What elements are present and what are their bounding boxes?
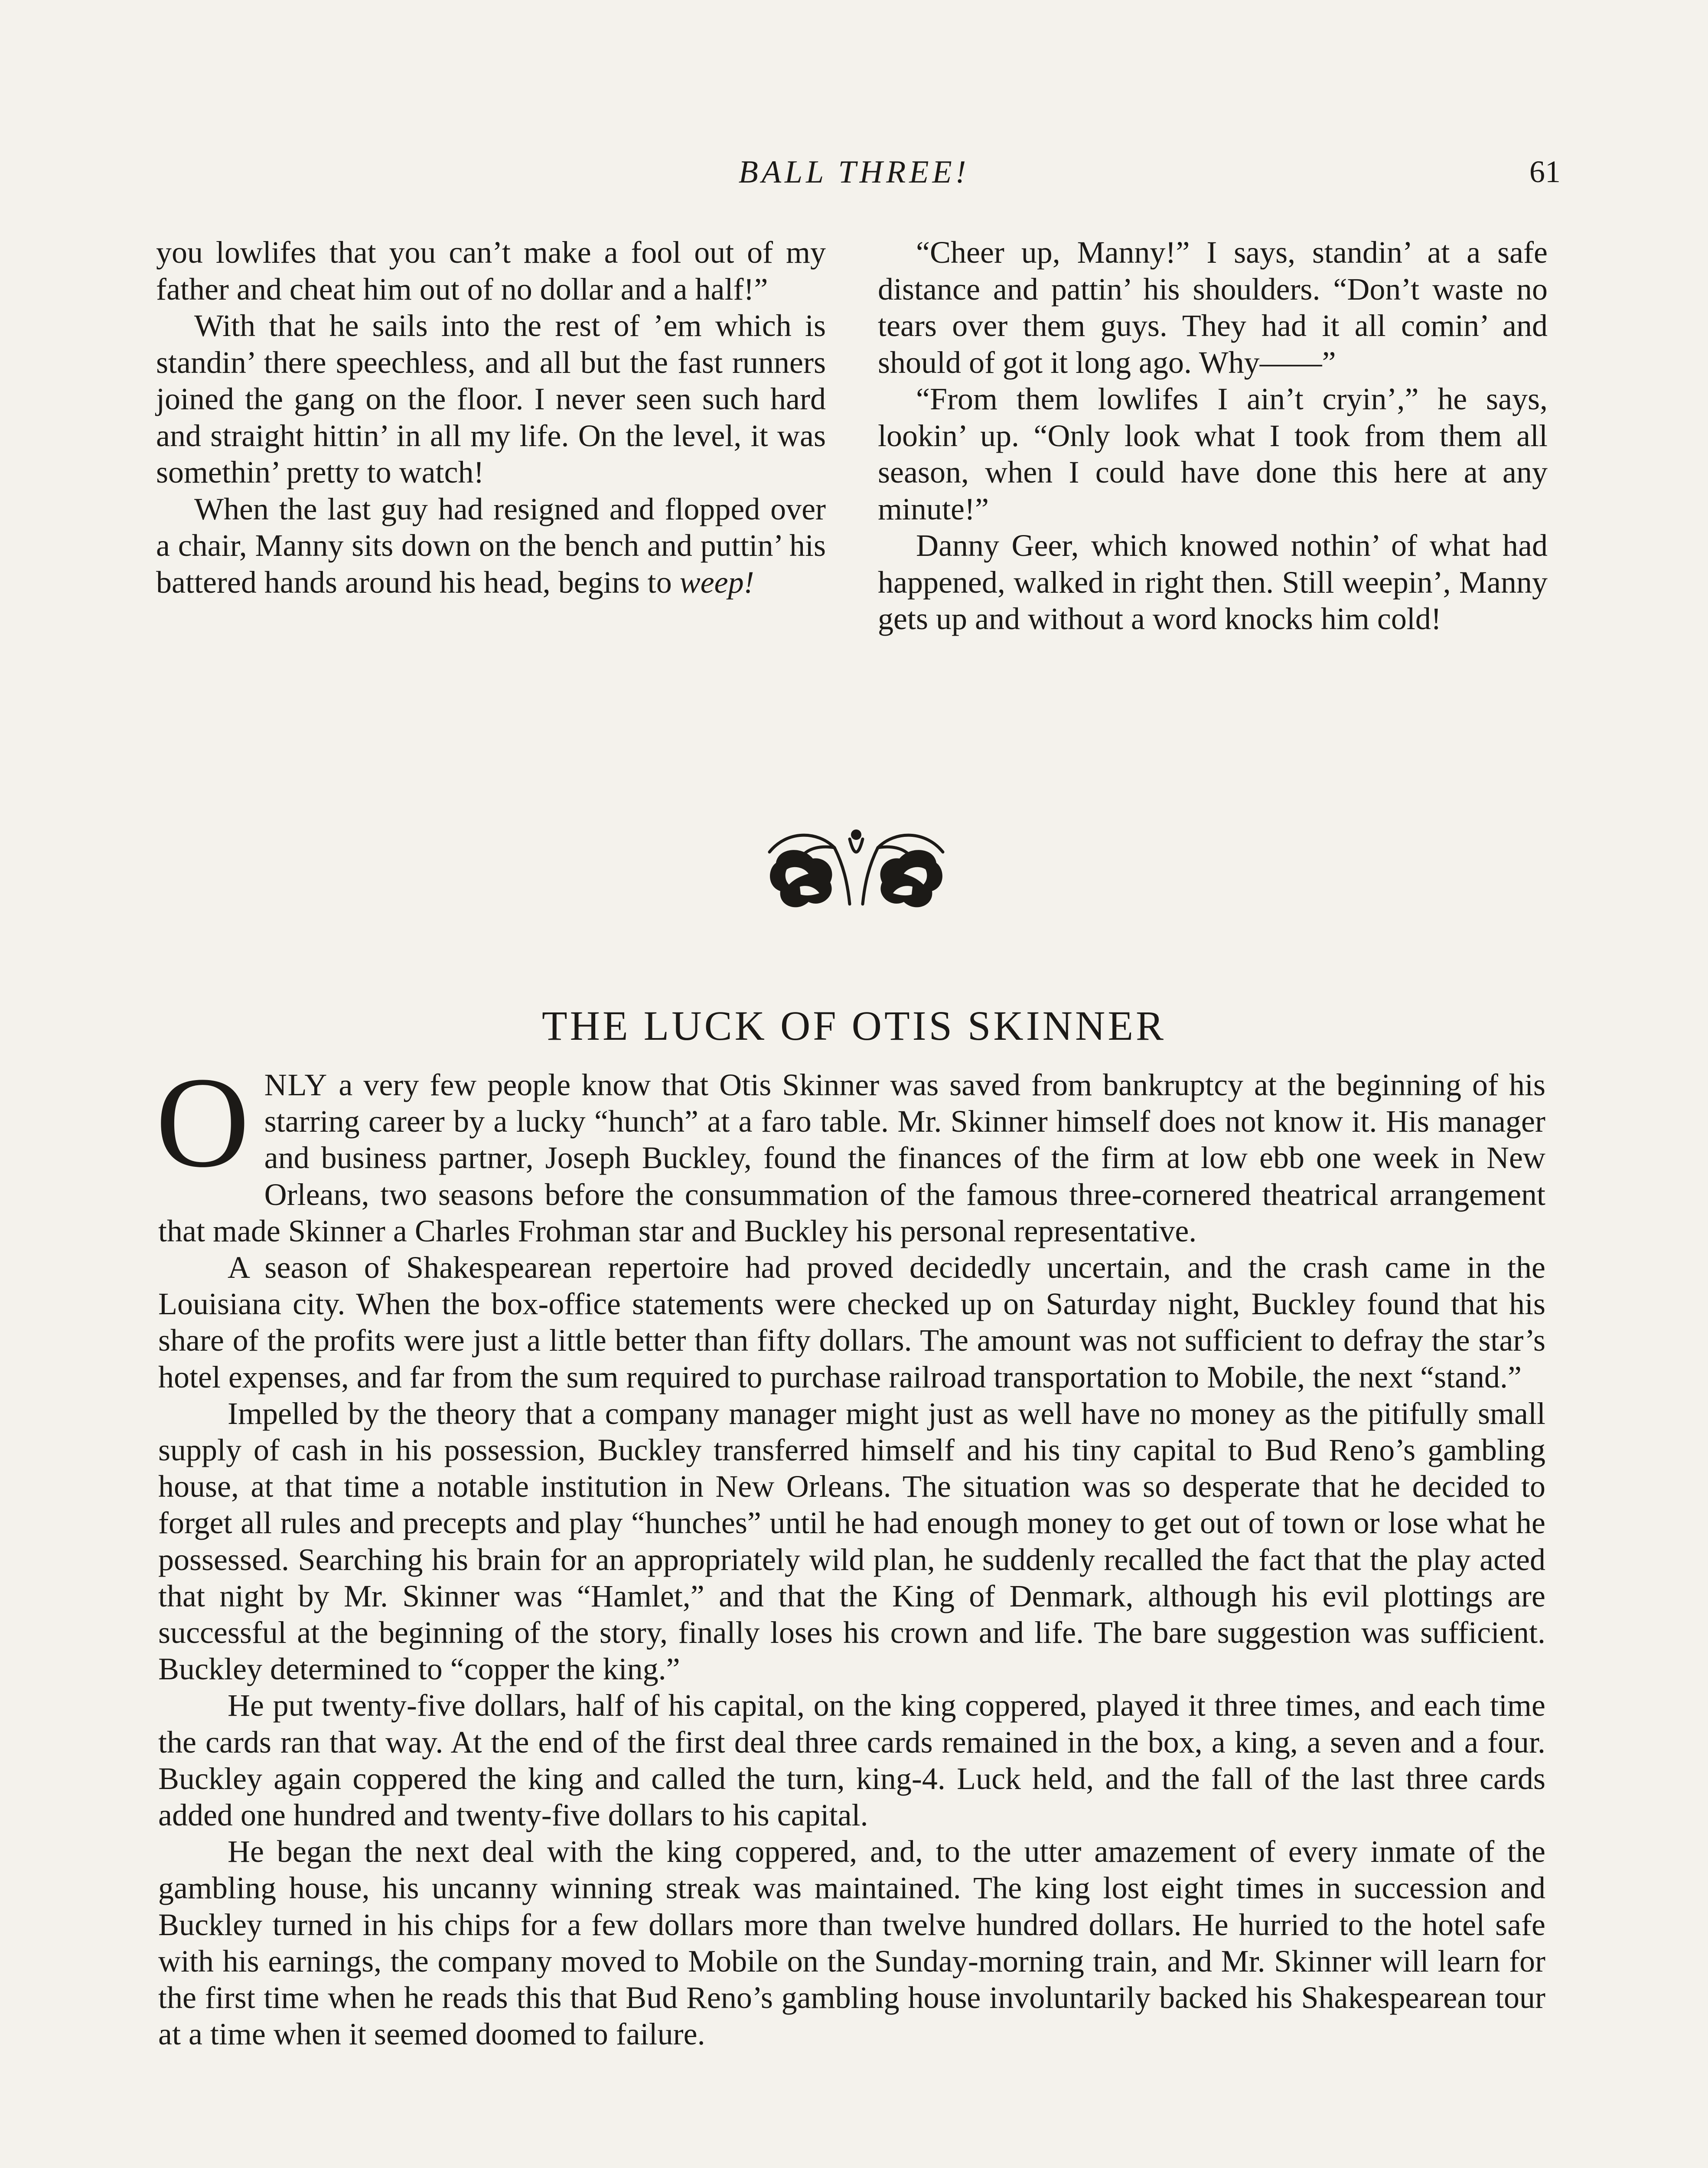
first-word: NLY	[264, 1068, 328, 1102]
story-body	[156, 1050, 1545, 2052]
right-paragraph-2: “From them lowlifes I ain’t cryin’,” he says, lookin’ up. “Only look what I took from them all season, when I could have done this here at any minute!”	[878, 382, 1548, 526]
running-header	[0, 154, 1708, 206]
drop-cap: O	[156, 1050, 250, 1194]
left-paragraph-2: With that he sails into the rest of ’em which is standin’ there speechless, and all but the fast runners joined the gang on the floor. I never seen such hard and straight hittin’ in all my life. On the level, it was somethin’ pretty to watch!	[156, 308, 826, 490]
right-paragraph-1: “Cheer up, Manny!” I says, standin’ at a safe distance and pattin’ his shoulders. “Don’t waste no tears over them guys. They had it all comin’ and should of got it long ago. Why——”	[878, 235, 1548, 380]
left-paragraph-3-text: When the last guy had resigned and flopped over a chair, Manny sits down on the bench and puttin’ his battered hands around his head, begins to	[156, 491, 826, 600]
emphasis-weep: weep!	[679, 565, 754, 600]
left-paragraph-1: you lowlifes that you can’t make a fool out of my father and cheat him out of no dollar and a half!”	[156, 235, 826, 307]
story-paragraph-1	[156, 1050, 1545, 1249]
story-paragraph-3: Impelled by the theory that a company manager might just as well have no money as the pitifully small supply of cash in his possession, Buckley transferred himself and his tiny capital to Bud Reno’s gambling house, at that time a notable institution in New Orleans. The situation was so desperate that he decided to forget all rules and precepts and play “hunches” until he had enough money to get out of town or lose what he possessed. Searching his brain for an appropriately wild plan, he suddenly recalled the fact that the play acted that night by Mr. Skinner was “Hamlet,” and that the King of Denmark, although his evil plottings are successful at the beginning of the story, finally loses his crown and life. The bare suggestion was sufficient. Buckley determined to “copper the king.”	[158, 1396, 1545, 1687]
running-title: BALL THREE!	[738, 154, 970, 190]
left-paragraph-3	[156, 491, 826, 601]
right-column	[878, 234, 1548, 637]
story-paragraph-1-text: a very few people know that Otis Skinner was saved from bankruptcy at the beginning of his starring career by a lucky “hunch” at a faro table. Mr. Skinner himself does not know it. His manager and business partner, Joseph Buckley, found the finances of the firm at low ebb one week in New Orleans, two seasons before the consummation of the famous three-cornered theatrical arrangement that made Skinner a Charles Frohman star and Buckley his personal representative.	[158, 1068, 1545, 1248]
story-paragraph-5: He began the next deal with the king coppered, and, to the utter amazement of every inmate of the gambling house, his uncanny winning streak was maintained. The king lost eight times in succession and Buckley turned in his chips for a few dollars more than twelve hundred dollars. He hurried to the hotel safe with his earnings, the company moved to Mobile on the Sunday-morning train, and Mr. Skinner will learn for the first time when he reads this that Bud Reno’s gambling house involuntarily backed his Shakespearean tour at a time when it seemed doomed to failure.	[158, 1834, 1545, 2052]
left-column	[156, 234, 826, 601]
page-number: 61	[1529, 154, 1561, 189]
floral-ornament-icon	[761, 822, 952, 915]
right-paragraph-3: Danny Geer, which knowed nothin’ of what had happened, walked in right then. Still weepin’, Manny gets up and without a word knocks him cold!	[878, 528, 1548, 636]
story-paragraph-4: He put twenty-five dollars, half of his capital, on the king coppered, played it three times, and each time the cards ran that way. At the end of the first deal three cards remained in the box, a king, a seven and a four. Buckley again coppered the king and called the turn, king-4. Luck held, and the fall of the last three cards added one hundred and twenty-five dollars to his capital.	[158, 1688, 1545, 1833]
story-paragraph-2: A season of Shakespearean repertoire had proved decidedly uncertain, and the crash came in the Louisiana city. When the box-office statements were checked up on Saturday night, Buckley found that his share of the profits were just a little better than fifty dollars. The amount was not sufficient to defray the star’s hotel expenses, and far from the sum required to purchase railroad transportation to Mobile, the next “stand.”	[158, 1250, 1545, 1394]
story-title: THE LUCK OF OTIS SKINNER	[542, 1002, 1166, 1049]
